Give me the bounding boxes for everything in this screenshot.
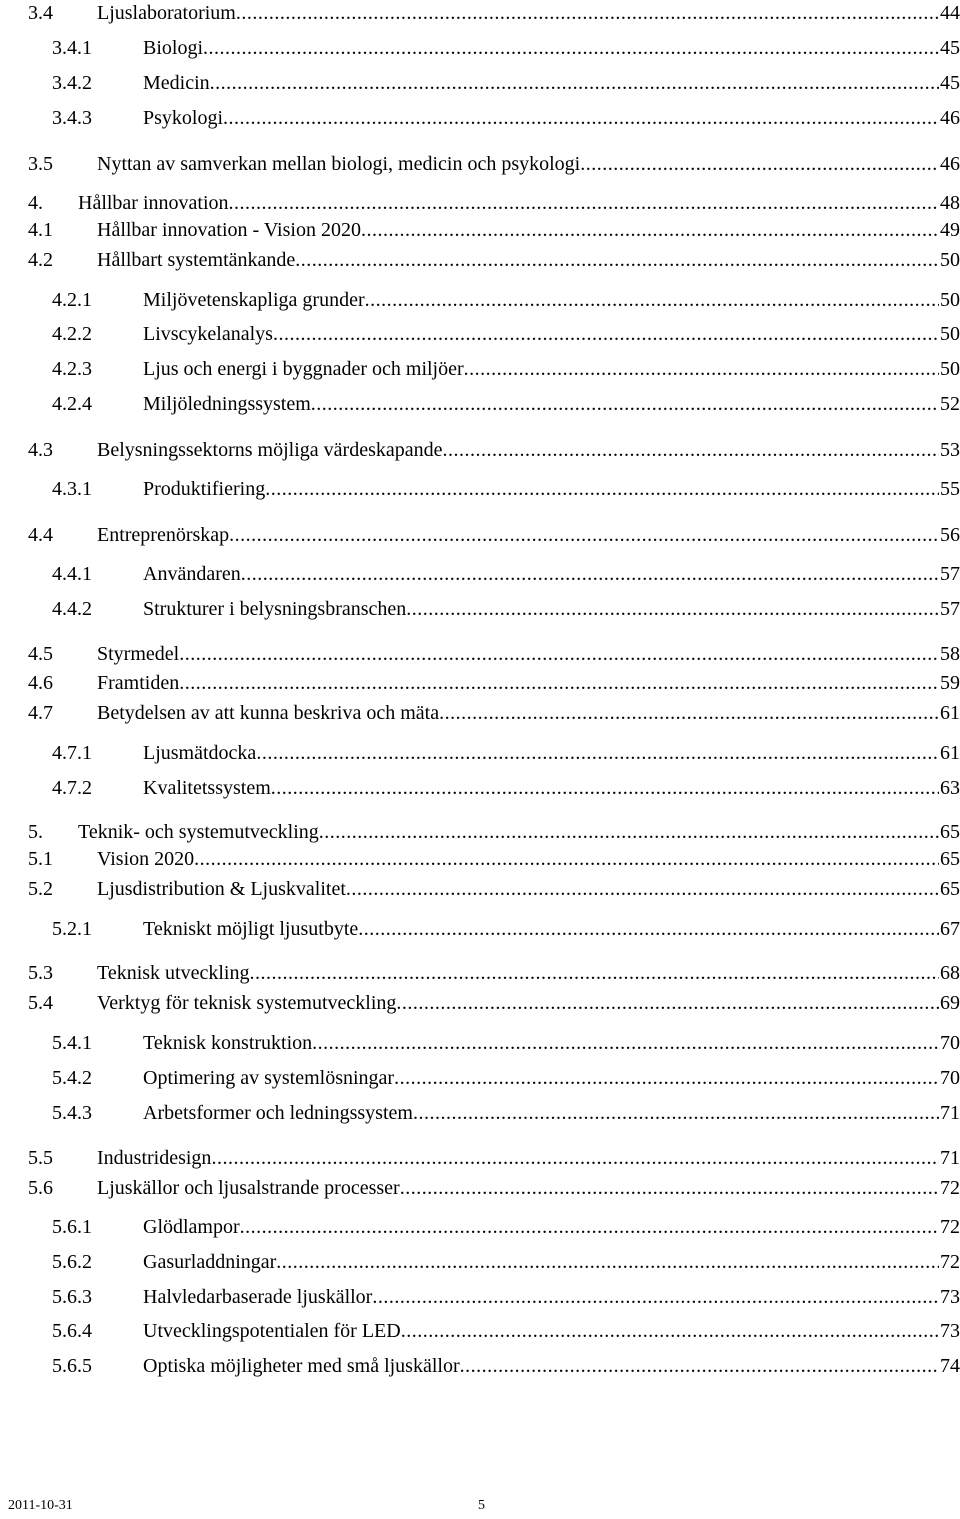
toc-entry[interactable] (0, 846, 960, 872)
toc-entry[interactable] (0, 190, 960, 216)
toc-leader-dots (194, 846, 939, 872)
toc-entry-number: 5.6.1 (52, 1216, 92, 1238)
toc-entry-title: Ljuskällor och ljusalstrande processer (97, 1177, 400, 1199)
toc-entry-title: Tekniskt möjligt ljusutbyte (143, 918, 359, 940)
toc-entry-title: Ljuslaboratorium (97, 2, 236, 24)
toc-entry[interactable] (0, 1100, 960, 1126)
toc-leader-dots (179, 641, 939, 667)
toc-leader-dots (372, 1284, 939, 1310)
toc-entry-number: 5.2.1 (52, 918, 92, 940)
toc-entry-number: 3.4.1 (52, 37, 92, 59)
toc-entry-title: Vision 2020 (97, 848, 195, 870)
toc-entry-number: 4.3.1 (52, 478, 92, 500)
toc-entry-title: Hållbart systemtänkande (97, 249, 296, 271)
toc-entry-title: Kvalitetssystem (143, 777, 271, 799)
toc-entry-title: Verktyg för teknisk systemutveckling (97, 992, 397, 1014)
toc-leader-dots (256, 740, 939, 766)
toc-leader-dots (413, 1100, 939, 1126)
toc-leader-dots (203, 35, 939, 61)
toc-leader-dots (210, 70, 939, 96)
toc-entry-title: Nyttan av samverkan mellan biologi, medicin och psykologi (97, 153, 581, 175)
toc-entry[interactable] (0, 670, 960, 696)
toc-entry-title: Hållbar innovation - Vision 2020 (97, 219, 361, 241)
toc-entry[interactable] (0, 775, 960, 801)
toc-entry[interactable] (0, 876, 960, 902)
toc-entry-number: 5.1 (28, 848, 53, 870)
toc-entry-page: 65 (940, 878, 960, 900)
toc-entry-title: Psykologi (143, 107, 224, 129)
toc-entry-page: 67 (940, 918, 960, 940)
toc-entry-page: 56 (940, 524, 960, 546)
toc-entry[interactable] (0, 287, 960, 313)
toc-entry-number: 4.4.1 (52, 563, 92, 585)
toc-entry-page: 71 (940, 1147, 960, 1169)
toc-entry-title: Ljus och energi i byggnader och miljöer (143, 358, 464, 380)
toc-entry[interactable] (0, 596, 960, 622)
toc-entry-page: 69 (940, 992, 960, 1014)
toc-entry-number: 4.5 (28, 643, 53, 665)
toc-entry[interactable] (0, 1214, 960, 1240)
toc-leader-dots (179, 670, 939, 696)
toc-entry-page: 72 (940, 1177, 960, 1199)
toc-entry[interactable] (0, 1145, 960, 1171)
toc-entry-number: 3.4 (28, 2, 53, 24)
toc-entry-title: Utvecklingspotentialen för LED (143, 1320, 401, 1342)
toc-entry-page: 65 (940, 848, 960, 870)
toc-entry-number: 4.2.4 (52, 393, 92, 415)
toc-leader-dots (211, 1145, 939, 1171)
toc-entry-title: Teknisk utveckling (97, 962, 250, 984)
toc-entry[interactable] (0, 321, 960, 347)
toc-entry[interactable] (0, 522, 960, 548)
toc-entry-title: Entreprenörskap (97, 524, 230, 546)
toc-entry-page: 48 (940, 192, 960, 214)
toc-entry-title: Framtiden (97, 672, 180, 694)
footer-page-number: 5 (478, 1498, 485, 1513)
toc-entry-page: 50 (940, 358, 960, 380)
toc-entry[interactable] (0, 990, 960, 1016)
toc-leader-dots (365, 287, 939, 313)
toc-leader-dots (276, 1249, 939, 1275)
toc-entry-title: Optimering av systemlösningar (143, 1067, 395, 1089)
toc-entry[interactable] (0, 217, 960, 243)
toc-entry-number: 4.1 (28, 219, 53, 241)
toc-entry-page: 72 (940, 1251, 960, 1273)
toc-entry-page: 58 (940, 643, 960, 665)
toc-entry-number: 3.5 (28, 153, 53, 175)
toc-entry-number: 4.2.1 (52, 289, 92, 311)
toc-entry-title: Miljövetenskapliga grunder (143, 289, 365, 311)
toc-entry[interactable] (0, 356, 960, 382)
toc-entry-page: 53 (940, 439, 960, 461)
toc-entry-number: 3.4.2 (52, 72, 92, 94)
toc-leader-dots (236, 0, 939, 26)
toc-entry-title: Arbetsformer och ledningssystem (143, 1102, 413, 1124)
toc-entry-title: Hållbar innovation (78, 192, 229, 214)
toc-entry-page: 50 (940, 289, 960, 311)
toc-entry[interactable] (0, 819, 960, 845)
toc-entry-title: Användaren (143, 563, 241, 585)
toc-entry-page: 65 (940, 821, 960, 843)
toc-entry-page: 70 (940, 1032, 960, 1054)
page-footer (0, 1498, 960, 1518)
toc-entry-page: 44 (940, 2, 960, 24)
toc-entry-page: 72 (940, 1216, 960, 1238)
toc-leader-dots (361, 217, 939, 243)
toc-leader-dots (271, 775, 939, 801)
toc-entry[interactable] (0, 35, 960, 61)
toc-leader-dots (265, 476, 939, 502)
toc-entry-title: Ljusdistribution & Ljuskvalitet (97, 878, 346, 900)
toc-entry-page: 50 (940, 249, 960, 271)
toc-leader-dots (249, 960, 939, 986)
toc-entry-title: Styrmedel (97, 643, 180, 665)
toc-entry-number: 4.2.3 (52, 358, 92, 380)
toc-entry-number: 4.7.2 (52, 777, 92, 799)
toc-entry[interactable] (0, 1065, 960, 1091)
toc-leader-dots (240, 1214, 939, 1240)
toc-entry-title: Medicin (143, 72, 210, 94)
toc-entry[interactable] (0, 391, 960, 417)
toc-entry-page: 63 (940, 777, 960, 799)
toc-entry-page: 61 (940, 742, 960, 764)
toc-entry-title: Teknisk konstruktion (143, 1032, 313, 1054)
toc-entry[interactable] (0, 105, 960, 131)
toc-entry[interactable] (0, 0, 960, 26)
toc-leader-dots (394, 1065, 939, 1091)
toc-entry-title: Miljöledningssystem (143, 393, 311, 415)
toc-entry-page: 57 (940, 563, 960, 585)
toc-entry-title: Produktifiering (143, 478, 266, 500)
toc-entry-page: 45 (940, 72, 960, 94)
toc-entry[interactable] (0, 1353, 960, 1379)
toc-entry-number: 5.6.5 (52, 1355, 92, 1377)
toc-entry-page: 59 (940, 672, 960, 694)
toc-entry-page: 73 (940, 1320, 960, 1342)
toc-leader-dots (464, 356, 939, 382)
toc-leader-dots (229, 522, 939, 548)
toc-entry-number: 5.3 (28, 962, 53, 984)
toc-entry[interactable] (0, 641, 960, 667)
toc-entry-number: 5.6.2 (52, 1251, 92, 1273)
toc-entry[interactable] (0, 437, 960, 463)
toc-entry-page: 57 (940, 598, 960, 620)
toc-entry-page: 73 (940, 1286, 960, 1308)
toc-entry-page: 74 (940, 1355, 960, 1377)
toc-leader-dots (406, 596, 939, 622)
toc-entry[interactable] (0, 700, 960, 726)
toc-entry-number: 4.6 (28, 672, 53, 694)
toc-leader-dots (580, 151, 939, 177)
toc-entry-page: 55 (940, 478, 960, 500)
toc-entry-number: 4.4.2 (52, 598, 92, 620)
toc-entry-number: 4.7 (28, 702, 53, 724)
toc-entry-title: Glödlampor (143, 1216, 240, 1238)
toc-entry[interactable] (0, 561, 960, 587)
toc-leader-dots (319, 819, 939, 845)
toc-entry-number: 5.4 (28, 992, 53, 1014)
toc-entry-title: Biologi (143, 37, 204, 59)
toc-entry-title: Livscykelanalys (143, 323, 273, 345)
toc-entry[interactable] (0, 151, 960, 177)
toc-leader-dots (229, 190, 939, 216)
toc-entry-number: 5.5 (28, 1147, 53, 1169)
toc-entry-number: 4.3 (28, 439, 53, 461)
toc-entry[interactable] (0, 1175, 960, 1201)
toc-entry[interactable] (0, 740, 960, 766)
toc-leader-dots (358, 916, 939, 942)
toc-entry-number: 5.2 (28, 878, 53, 900)
toc-entry-number: 5.4.3 (52, 1102, 92, 1124)
toc-leader-dots (400, 1175, 939, 1201)
toc-entry-page: 45 (940, 37, 960, 59)
toc-entry-title: Betydelsen av att kunna beskriva och mäta (97, 702, 440, 724)
toc-entry[interactable] (0, 1284, 960, 1310)
toc-entry-page: 46 (940, 107, 960, 129)
toc-entry-title: Gasurladdningar (143, 1251, 277, 1273)
toc-leader-dots (439, 700, 939, 726)
toc-leader-dots (312, 1030, 939, 1056)
toc-entry-title: Halvledarbaserade ljuskällor (143, 1286, 373, 1308)
toc-entry-number: 5.4.2 (52, 1067, 92, 1089)
toc-entry[interactable] (0, 1249, 960, 1275)
footer-date: 2011-10-31 (8, 1498, 73, 1513)
toc-entry-number: 4.2 (28, 249, 53, 271)
toc-entry-number: 4.4 (28, 524, 53, 546)
toc-entry-number: 5.6.4 (52, 1320, 92, 1342)
toc-leader-dots (401, 1318, 939, 1344)
toc-leader-dots (223, 105, 939, 131)
toc-leader-dots (396, 990, 939, 1016)
toc-leader-dots (443, 437, 940, 463)
toc-entry-title: Teknik- och systemutveckling (78, 821, 319, 843)
toc-entry-number: 5. (28, 821, 43, 843)
toc-entry[interactable] (0, 916, 960, 942)
toc-entry-title: Ljusmätdocka (143, 742, 257, 764)
toc-entry-page: 52 (940, 393, 960, 415)
toc-entry[interactable] (0, 476, 960, 502)
toc-entry[interactable] (0, 1318, 960, 1344)
toc-entry-title: Belysningssektorns möjliga värdeskapande (97, 439, 443, 461)
toc-entry-number: 3.4.3 (52, 107, 92, 129)
toc-entry-page: 50 (940, 323, 960, 345)
toc-entry[interactable] (0, 1030, 960, 1056)
toc-entry-page: 61 (940, 702, 960, 724)
toc-leader-dots (273, 321, 939, 347)
toc-entry-number: 5.6 (28, 1177, 53, 1199)
toc-entry-number: 4.7.1 (52, 742, 92, 764)
toc-entry-number: 5.4.1 (52, 1032, 92, 1054)
toc-entry-title: Strukturer i belysningsbranschen (143, 598, 407, 620)
toc-leader-dots (295, 247, 939, 273)
toc-entry-page: 71 (940, 1102, 960, 1124)
toc-entry-page: 46 (940, 153, 960, 175)
toc-leader-dots (346, 876, 939, 902)
toc-entry-number: 4.2.2 (52, 323, 92, 345)
toc-leader-dots (241, 561, 939, 587)
toc-entry-page: 70 (940, 1067, 960, 1089)
toc-entry-page: 49 (940, 219, 960, 241)
toc-entry[interactable] (0, 960, 960, 986)
toc-entry[interactable] (0, 70, 960, 96)
toc-entry-page: 68 (940, 962, 960, 984)
toc-leader-dots (311, 391, 939, 417)
toc-leader-dots (460, 1353, 939, 1379)
toc-entry-title: Industridesign (97, 1147, 212, 1169)
toc-entry-number: 4. (28, 192, 43, 214)
toc-entry[interactable] (0, 247, 960, 273)
toc-entry-title: Optiska möjligheter med små ljuskällor (143, 1355, 460, 1377)
toc-entry-number: 5.6.3 (52, 1286, 92, 1308)
